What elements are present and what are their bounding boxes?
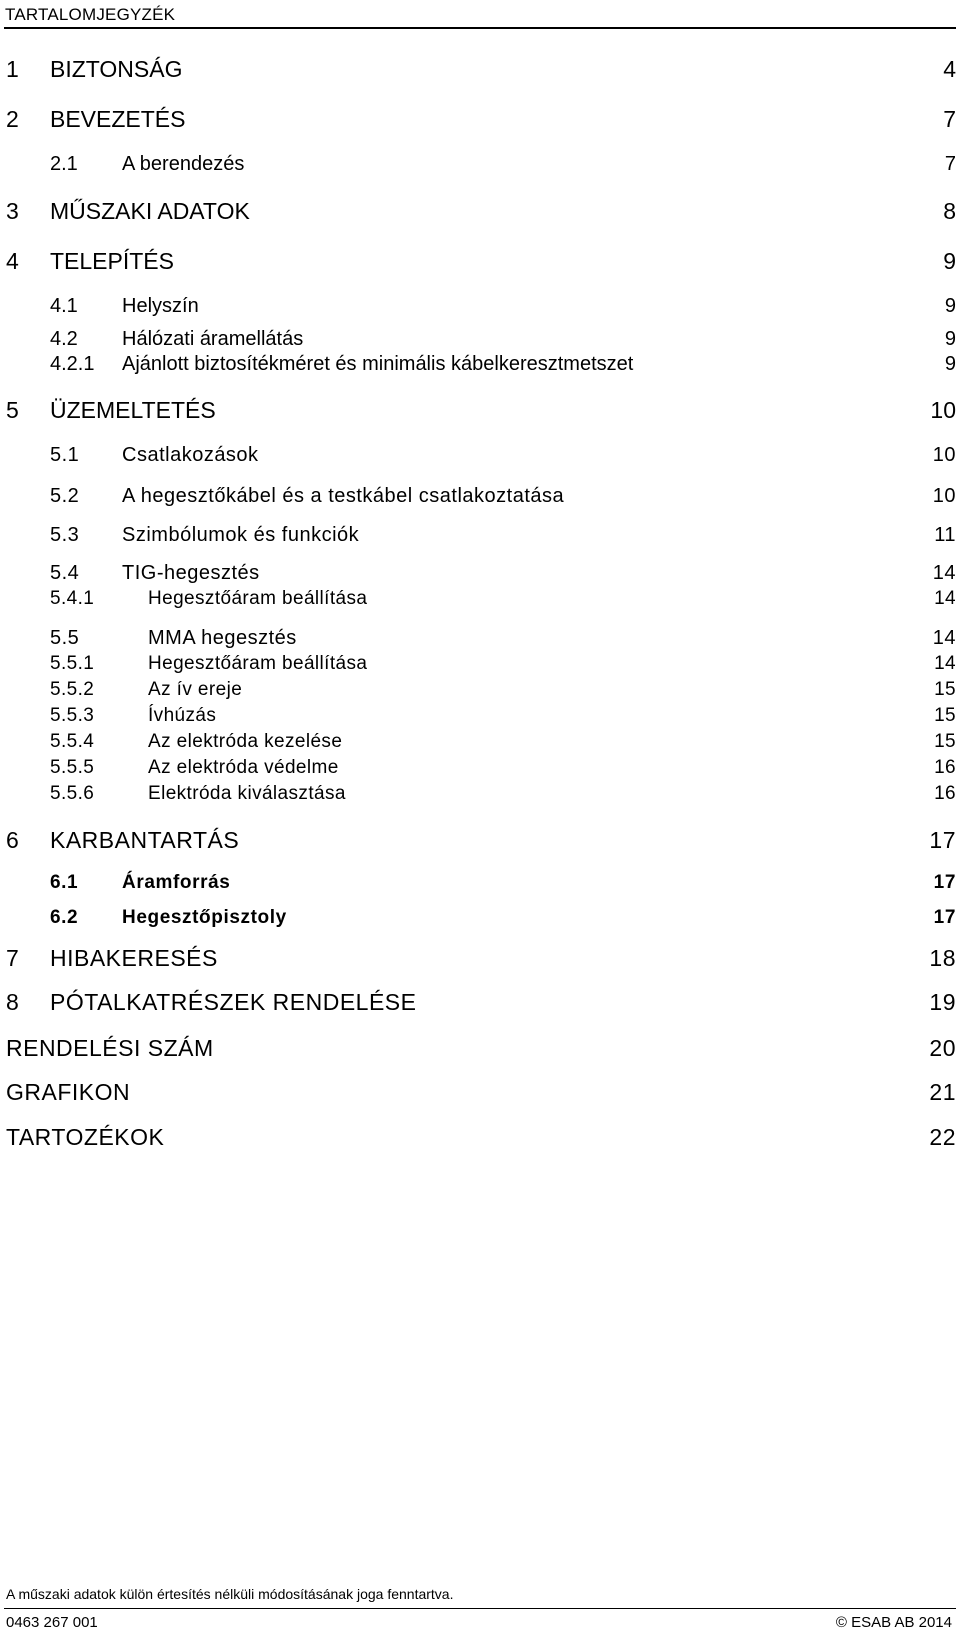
toc-entry-title: HIBAKERESÉS <box>50 945 218 971</box>
toc-entry-4[interactable] <box>6 245 956 277</box>
toc-entry-number: 5.3 <box>50 524 80 546</box>
toc-entry-8[interactable] <box>6 986 956 1018</box>
toc-entry-title: Az elektróda kezelése <box>148 731 343 752</box>
toc-entry-number: 8 <box>6 989 20 1015</box>
toc-entry-3[interactable] <box>6 195 956 227</box>
toc-entry-page: 4 <box>943 56 956 82</box>
toc-entry-title: Ívhúzás <box>148 705 217 726</box>
toc-entry-title: Csatlakozások <box>122 444 259 466</box>
toc-entry-number: 3 <box>6 198 19 224</box>
toc-entry-page: 14 <box>934 588 956 609</box>
toc-entry-title: Elektróda kiválasztása <box>148 783 346 804</box>
toc-entry-title: Hálózati áramellátás <box>122 328 304 350</box>
toc-entry-number: 4.2 <box>50 328 78 350</box>
toc-entry-6-1[interactable] <box>50 867 956 899</box>
toc-entry-page: 21 <box>929 1079 956 1105</box>
toc-entry-number: 4.2.1 <box>50 353 95 375</box>
toc-entry-page: 20 <box>929 1035 956 1061</box>
toc-entry-page: 17 <box>929 827 956 853</box>
toc-entry-page: 16 <box>934 783 956 804</box>
toc-entry-number: 5.5 <box>50 627 80 649</box>
toc-entry-number: 5.2 <box>50 485 80 507</box>
toc-entry-number: 2.1 <box>50 153 78 175</box>
footer-divider <box>4 1608 956 1609</box>
toc-entry-5-2[interactable] <box>50 480 956 512</box>
copyright-notice: © ESAB AB 2014 <box>835 1614 952 1631</box>
toc-entry-number: 1 <box>6 56 19 82</box>
toc-entry-page: 19 <box>929 989 956 1015</box>
toc-entry-page: 18 <box>929 945 956 971</box>
toc-entry-number: 5.5.6 <box>50 783 95 804</box>
toc-entry-5-3[interactable] <box>50 519 956 551</box>
toc-entry-5-5-6[interactable] <box>50 778 956 810</box>
toc-entry-number: 4 <box>6 248 19 274</box>
toc-entry-page: 17 <box>933 907 956 928</box>
toc-entry-title: TIG-hegesztés <box>122 562 260 584</box>
toc-entry-title: TARTOZÉKOK <box>6 1124 165 1150</box>
toc-entry-number: 5.5.2 <box>50 679 95 700</box>
toc-entry-6[interactable] <box>6 824 956 856</box>
toc-entry-title: Az elektróda védelme <box>148 757 339 778</box>
toc-entry-number: 6.2 <box>50 907 79 928</box>
toc-entry-number: 4.1 <box>50 295 78 317</box>
toc-entry-tartozekok[interactable] <box>6 1121 956 1153</box>
toc-entry-number: 2 <box>6 106 19 132</box>
toc-entry-4-1[interactable] <box>50 290 956 322</box>
toc-entry-title: Az ív ereje <box>148 679 243 700</box>
toc-entry-title: A hegesztőkábel és a testkábel csatlakoztatása <box>122 485 565 507</box>
page-title: TARTALOMJEGYZÉK <box>5 5 176 24</box>
toc-entry-title: PÓTALKATRÉSZEK RENDELÉSE <box>50 989 417 1015</box>
toc-entry-title: MŰSZAKI ADATOK <box>50 198 250 224</box>
toc-entry-7[interactable] <box>6 942 956 974</box>
toc-entry-title: KARBANTARTÁS <box>50 827 240 853</box>
document-number: 0463 267 001 <box>6 1614 98 1631</box>
toc-entry-title: BIZTONSÁG <box>50 56 183 82</box>
toc-entry-title: TELEPÍTÉS <box>50 248 174 274</box>
toc-entry-number: 5.1 <box>50 444 80 466</box>
toc-entry-page: 15 <box>934 679 956 700</box>
toc-entry-title: Szimbólumok és funkciók <box>122 524 360 546</box>
toc-entry-page: 8 <box>943 198 956 224</box>
toc-entry-page: 17 <box>933 872 956 893</box>
toc-entry-grafikon[interactable] <box>6 1076 956 1108</box>
toc-entry-page: 14 <box>932 627 956 649</box>
toc-entry-number: 7 <box>6 945 20 971</box>
toc-entry-page: 15 <box>934 705 956 726</box>
toc-entry-page: 7 <box>944 153 956 175</box>
toc-entry-5-1[interactable] <box>50 439 956 471</box>
toc-entry-title: GRAFIKON <box>6 1079 131 1105</box>
toc-entry-page: 7 <box>943 106 956 132</box>
toc-entry-5[interactable] <box>6 394 956 426</box>
toc-entry-number: 5.5.3 <box>50 705 95 726</box>
toc-entry-page: 9 <box>944 353 956 375</box>
toc-entry-page: 15 <box>934 731 956 752</box>
toc-entry-title: Hegesztőáram beállítása <box>148 653 368 674</box>
footer-disclaimer: A műszaki adatok külön értesítés nélküli módosításának joga fenntartva. <box>6 1586 454 1602</box>
toc-entry-4-2-1[interactable] <box>50 348 956 380</box>
toc-entry-number: 5.5.5 <box>50 757 95 778</box>
toc-entry-title: Hegesztőáram beállítása <box>148 588 368 609</box>
toc-entry-title: MMA hegesztés <box>148 627 297 649</box>
toc-entry-page: 22 <box>929 1124 956 1150</box>
toc-entry-title: Hegesztőpisztoly <box>122 907 287 928</box>
toc-entry-5-4-1[interactable] <box>50 583 956 615</box>
toc-entry-1[interactable] <box>6 53 956 85</box>
toc-entry-2[interactable] <box>6 103 956 135</box>
toc-entry-page: 9 <box>944 295 956 317</box>
toc-entry-title: Helyszín <box>122 295 199 317</box>
toc-entry-page: 10 <box>932 485 956 507</box>
toc-entry-rendelesi-szam[interactable] <box>6 1032 956 1064</box>
toc-entry-title: Áramforrás <box>122 872 231 893</box>
toc-entry-page: 14 <box>934 653 956 674</box>
toc-entry-title: ÜZEMELTETÉS <box>50 397 216 423</box>
toc-entry-number: 5 <box>6 397 19 423</box>
toc-entry-title: RENDELÉSI SZÁM <box>6 1035 214 1061</box>
toc-entry-page: 14 <box>932 562 956 584</box>
toc-entry-6-2[interactable] <box>50 902 956 934</box>
toc-entry-title: A berendezés <box>122 153 245 175</box>
toc-entry-page: 11 <box>934 524 956 546</box>
toc-entry-page: 9 <box>943 248 956 274</box>
toc-entry-number: 6 <box>6 827 20 853</box>
toc-entry-2-1[interactable] <box>50 148 956 180</box>
toc-entry-number: 5.4.1 <box>50 588 95 609</box>
toc-entry-page: 9 <box>944 328 956 350</box>
toc-entry-title: BEVEZETÉS <box>50 106 186 132</box>
toc-entry-number: 5.5.4 <box>50 731 95 752</box>
toc-entry-number: 5.4 <box>50 562 80 584</box>
toc-entry-number: 5.5.1 <box>50 653 95 674</box>
toc-entry-page: 16 <box>934 757 956 778</box>
toc-entry-number: 6.1 <box>50 872 79 893</box>
toc-entry-page: 10 <box>932 444 956 466</box>
page-header <box>4 2 956 29</box>
toc-entry-title: Ajánlott biztosítékméret és minimális kábelkeresztmetszet <box>122 353 634 375</box>
toc-entry-page: 10 <box>930 397 956 423</box>
